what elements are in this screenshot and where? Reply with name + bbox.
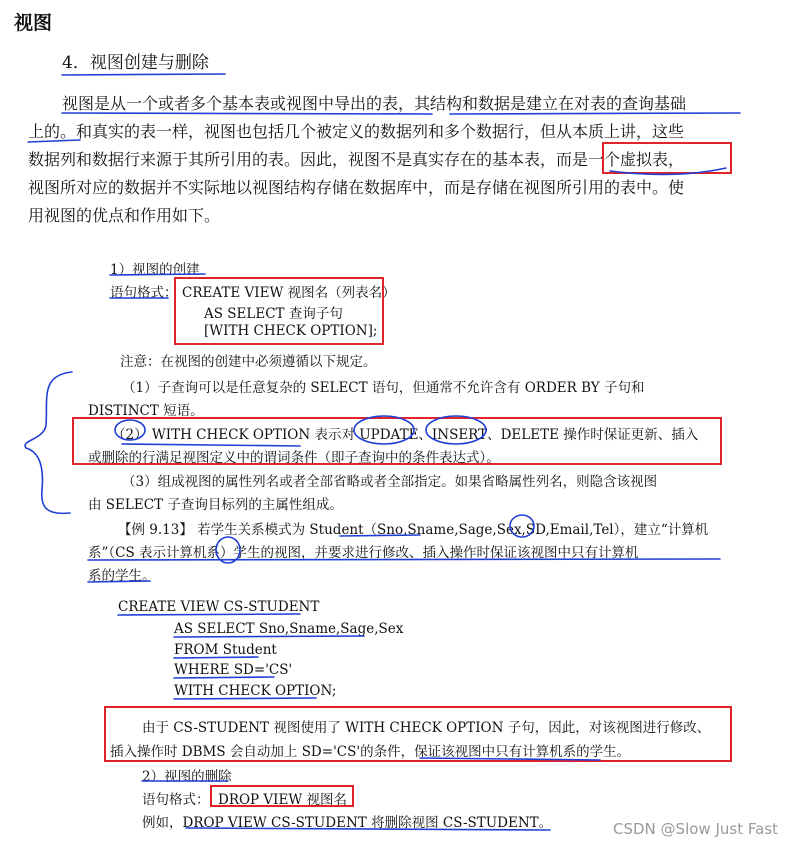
code-line-4: WHERE SD='CS' — [174, 662, 293, 678]
rule-line-6: 由 SELECT 子查询目标列的主属性组成。 — [88, 497, 343, 513]
code-line-2: AS SELECT Sno,Sname,Sage,Sex — [174, 621, 404, 637]
watermark: CSDN @Slow Just Fast — [613, 820, 778, 838]
rule-line-3: （2） WITH CHECK OPTION 表示对 UPDATE、INSERT、DELETE 操作时保证更新、插入 — [112, 427, 699, 443]
example-line-2: 系”（CS 表示计算机系）学生的视图，并要求进行修改、插入操作时保证该视图中只有计算机 — [88, 545, 639, 561]
section-title: 4．视图创建与删除 — [62, 53, 209, 73]
rule-line-1: （1）子查询可以是任意复杂的 SELECT 语句，但通常不允许含有 ORDER BY 子句和 — [122, 380, 645, 396]
annotation-box-drop-syntax — [210, 785, 354, 807]
code-line-1: CREATE VIEW CS-STUDENT — [118, 599, 320, 615]
create-syntax-label: 语句格式： — [110, 285, 178, 301]
rule-line-2: DISTINCT 短语。 — [88, 403, 204, 419]
create-heading: 1）视图的创建 — [110, 262, 200, 278]
annotation-box-virtual-table — [602, 142, 732, 174]
create-syntax-line-3: [WITH CHECK OPTION]; — [204, 323, 378, 339]
left-brace — [25, 372, 72, 513]
rule-line-4: 或删除的行满足视图定义中的谓词条件（即子查询中的条件表达式）。 — [88, 450, 500, 466]
drop-heading: 2）视图的删除 — [142, 769, 232, 785]
note: 注意：在视图的创建中必须遵循以下规定。 — [120, 354, 377, 370]
intro-line-3: 数据列和数据行来源于其所引用的表。因此，视图不是真实存在的基本表，而是一个虚拟表， — [28, 150, 685, 169]
page-title: 视图 — [14, 12, 53, 34]
annotation-box-explain — [104, 706, 732, 762]
example-line-1: 【例 9.13】 若学生关系模式为 Student（Sno,Sname,Sage,Sex,SD,Email,Tel），建立“计算机 — [118, 522, 709, 538]
create-syntax-line-2: AS SELECT 查询子句 — [204, 306, 343, 322]
annotation-box-check-option — [72, 417, 722, 465]
explain-line-2: 插入操作时 DBMS 会自动加上 SD='CS'的条件，保证该视图中只有计算机系的学生。 — [110, 744, 631, 760]
intro-line-1: 视图是从一个或者多个基本表或视图中导出的表，其结构和数据是建立在对表的查询基础 — [62, 94, 687, 113]
drop-syntax-label: 语句格式： — [142, 792, 210, 808]
drop-example: 例如，DROP VIEW CS-STUDENT 将删除视图 CS-STUDENT。 — [142, 815, 553, 831]
underline-section — [62, 74, 225, 75]
annotation-box-create-syntax — [174, 277, 384, 345]
intro-line-2: 上的。和真实的表一样，视图也包括几个被定义的数据列和多个数据行，但从本质上讲，这些 — [28, 122, 685, 141]
example-line-3: 系的学生。 — [88, 568, 156, 584]
code-line-3: FROM Student — [174, 642, 277, 658]
code-line-5: WITH CHECK OPTION; — [174, 683, 337, 699]
explain-line-1: 由于 CS-STUDENT 视图使用了 WITH CHECK OPTION 子句，因此，对该视图进行修改、 — [142, 720, 711, 736]
intro-line-4: 视图所对应的数据并不实际地以视图结构存储在数据库中，而是存储在视图所引用的表中。使 — [28, 178, 685, 197]
drop-syntax: DROP VIEW 视图名 — [218, 792, 348, 808]
intro-line-5: 用视图的优点和作用如下。 — [28, 206, 221, 225]
create-syntax-line-1: CREATE VIEW 视图名（列表名） — [182, 285, 396, 301]
rule-line-5: （3）组成视图的属性列名或者全部省略或者全部指定。如果省略属性列名，则隐含该视图 — [122, 474, 658, 490]
